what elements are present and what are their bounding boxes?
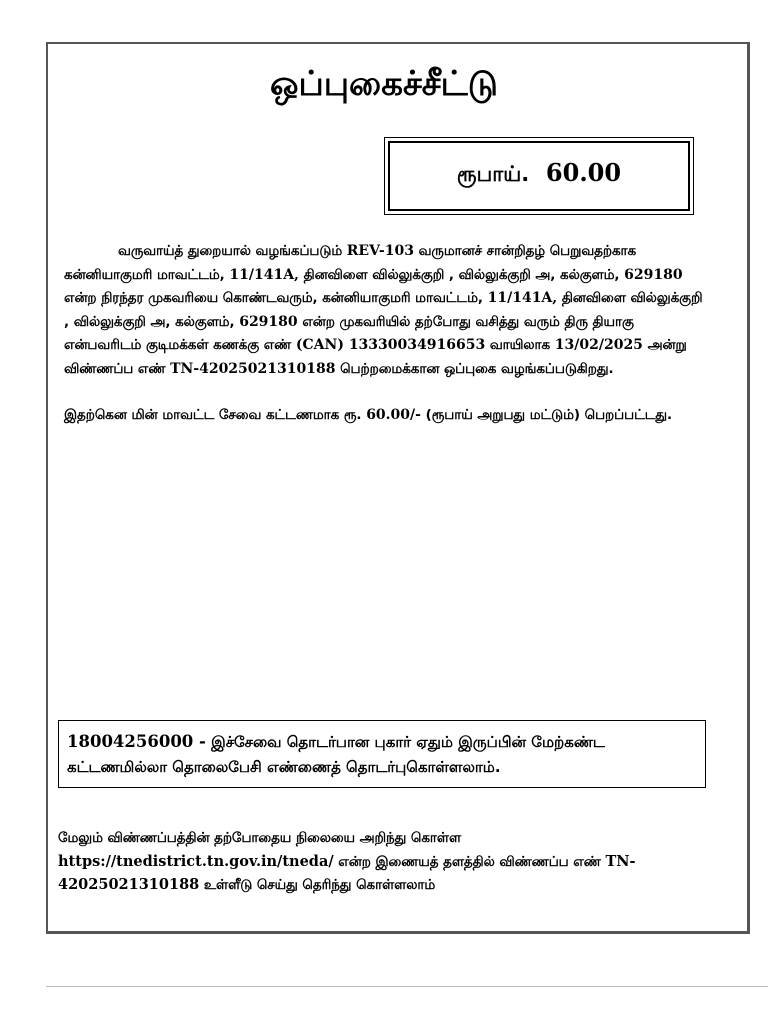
helpline-notice xyxy=(58,720,706,788)
fee-paragraph xyxy=(64,404,704,428)
page-title: ஒப்புகைச்சீட்டு xyxy=(269,64,499,104)
citizen-account-number: (CAN) 13330034916653 xyxy=(295,337,486,354)
amount-label: ரூபாய். xyxy=(456,162,530,186)
p1-text-e: தினவிளை வில்லுக்குறி , வில்லுக்குறி அ, கல்குளம், xyxy=(64,291,703,330)
amount-box xyxy=(384,137,694,215)
p1-text-c: தினவிளை வில்லுக்குறி , வில்லுக்குறி அ, கல்குளம், xyxy=(298,267,625,283)
status-url: https://tnedistrict.tn.gov.in/tneda/ xyxy=(58,852,334,870)
helpline-number: 18004256000 - xyxy=(67,732,206,751)
footer-text-c: உள்ளீடு செய்து தெரிந்து கொள்ளலாம் xyxy=(199,878,436,894)
amount-value: 60.00 xyxy=(545,158,622,187)
address-number-current: 11/141A, xyxy=(487,290,558,307)
pincode-permanent: 629180 xyxy=(624,266,683,283)
p1-text-h: அன்று விண்ணப்ப எண் xyxy=(64,338,687,377)
p2-text-b: (ரூபாய் அறுபது மட்டும்) பெறப்பட்டது. xyxy=(420,408,673,423)
service-fee: 60.00/- xyxy=(366,407,421,423)
p1-text-b: வருமானச் சான்றிதழ் பெறுவதற்காக கன்னியாகுமரி மாவட்டம், xyxy=(64,244,637,283)
p1-text-a: வருவாய்த் துறையால் வழங்கப்படும் xyxy=(118,244,347,259)
p1-text-f: என்ற முகவரியில் தற்போது வசித்து வரும் திரு தியாகு என்பவரிடம் குடிமக்கள் கணக்கு எண் xyxy=(64,314,634,354)
p1-text-g: வாயிலாக xyxy=(485,338,555,354)
helpline-text: இச்சேவை தொடர்பான புகார் ஏதும் இருப்பின் மேற்கண்ட கட்டணமில்லா தொலைபேசி எண்ணைத் தொடர்புகொள்ளலாம். xyxy=(67,733,605,776)
page-separator xyxy=(46,986,768,987)
footer-text-a: மேலும் விண்ணப்பத்தின் தற்போதைய நிலையை அறிந்து கொள்ள xyxy=(58,831,462,846)
amount-text xyxy=(385,158,693,189)
p1-text-d: என்ற நிரந்தர முகவரியை கொண்டவரும், கன்னியாகுமரி மாவட்டம், xyxy=(64,291,488,307)
status-check-paragraph xyxy=(58,828,706,898)
p1-text-i: பெற்றமைக்கான ஒப்புகை வழங்கப்படுகிறது. xyxy=(335,361,614,377)
footer-application-number: TN-42025021310188 xyxy=(58,852,636,894)
application-number: TN-42025021310188 xyxy=(170,360,336,377)
service-code: REV-103 xyxy=(346,243,414,259)
address-number-permanent: 11/141A, xyxy=(229,266,299,283)
footer-text-b: என்ற இணையத் தளத்தில் விண்ணப்ப எண் xyxy=(333,854,606,870)
pincode-current: 629180 xyxy=(239,313,298,330)
acknowledgement-paragraph xyxy=(64,240,704,382)
p2-text-a: இதற்கென மின் மாவட்ட சேவை கட்டணமாக ரூ. xyxy=(64,408,367,423)
application-date: 13/02/2025 xyxy=(554,337,643,354)
